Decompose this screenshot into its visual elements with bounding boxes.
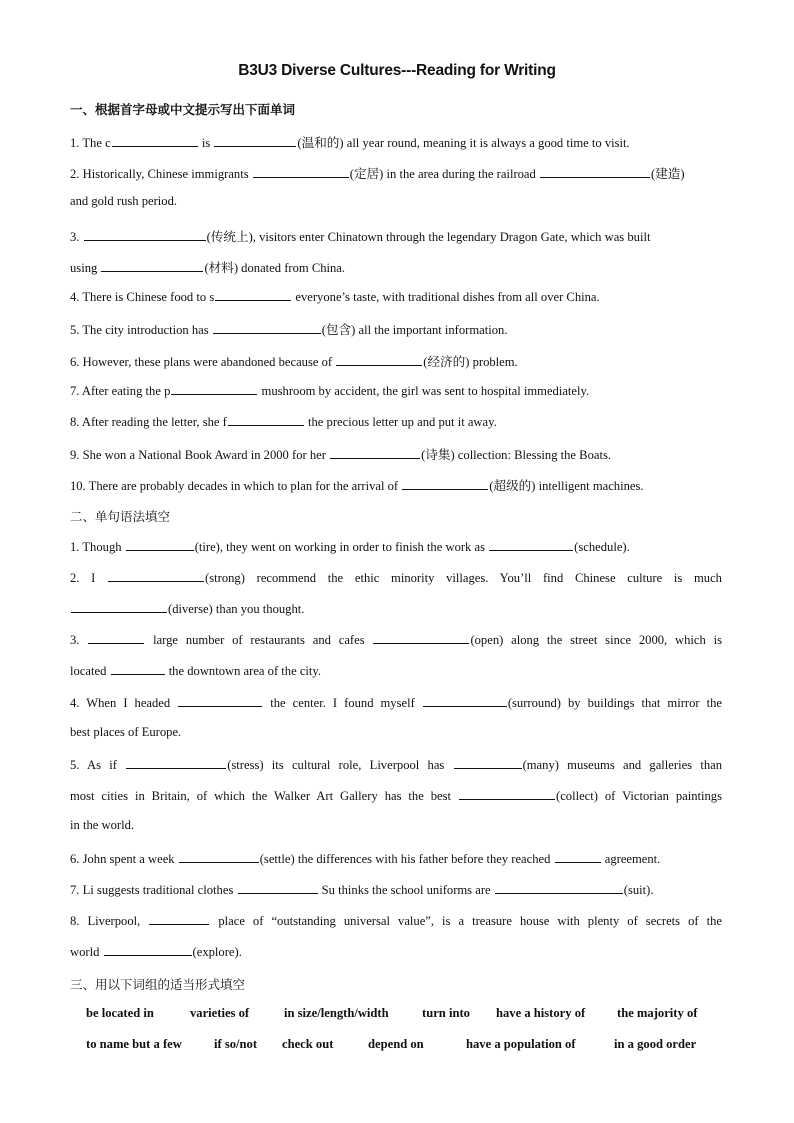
p2-question-5: 5. As if (stress) its cultural role, Liverpool has (many) museums and galleries than <box>70 758 722 772</box>
p2-question-4-cont: best places of Europe. <box>70 725 182 739</box>
answer-blank[interactable] <box>423 694 507 707</box>
p1-question-2-cont: and gold rush period. <box>70 194 178 208</box>
answer-blank[interactable] <box>402 477 488 490</box>
answer-blank[interactable] <box>495 881 623 894</box>
answer-blank[interactable] <box>88 631 144 644</box>
p2-question-8-cont: world (explore). <box>70 945 242 959</box>
phrase-item: turn into <box>422 1006 470 1020</box>
phrase-item: varieties of <box>190 1006 250 1020</box>
answer-blank[interactable] <box>149 912 209 925</box>
answer-blank[interactable] <box>330 446 420 459</box>
answer-blank[interactable] <box>126 538 194 551</box>
phrase-item: check out <box>282 1037 334 1051</box>
answer-blank[interactable] <box>459 787 555 800</box>
p1-question-3: 3. (传统上), visitors enter Chinatown through the legendary Dragon Gate, which was built <box>70 230 651 244</box>
p1-question-10: 10. There are probably decades in which to plan for the arrival of (超级的) intelligent machines. <box>70 479 644 493</box>
phrase-item: depend on <box>368 1037 424 1051</box>
answer-blank[interactable] <box>179 850 259 863</box>
answer-blank[interactable] <box>238 881 318 894</box>
phrase-item: in a good order <box>614 1037 697 1051</box>
answer-blank[interactable] <box>71 600 167 613</box>
p2-question-5-cont2: in the world. <box>70 818 135 832</box>
p2-question-8: 8. Liverpool, place of “outstanding universal value”, is a treasure house with plenty of secrets of the <box>70 914 722 928</box>
answer-blank[interactable] <box>454 756 522 769</box>
p2-question-6: 6. John spent a week (settle) the differences with his father before they reached agreement. <box>70 852 661 866</box>
p1-question-5: 5. The city introduction has (包含) all the important information. <box>70 323 508 337</box>
p2-question-2-cont: (diverse) than you thought. <box>70 600 722 617</box>
answer-blank[interactable] <box>555 850 601 863</box>
answer-blank[interactable] <box>253 165 349 178</box>
p2-question-3-cont: located the downtown area of the city. <box>70 664 322 678</box>
phrase-item: to name but a few <box>86 1037 182 1051</box>
page-title: B3U3 Diverse Cultures---Reading for Writing <box>238 62 556 79</box>
answer-blank[interactable] <box>215 288 291 301</box>
answer-blank[interactable] <box>104 943 192 956</box>
answer-blank[interactable] <box>540 165 650 178</box>
p2-question-3: 3. large number of restaurants and cafes (open) along the street since 2000, which is <box>70 633 722 647</box>
p1-question-6: 6. However, these plans were abandoned because of (经济的) problem. <box>70 355 518 369</box>
answer-blank[interactable] <box>228 413 304 426</box>
section-heading-3: 三、用以下词组的适当形式填空 <box>70 977 246 992</box>
p1-question-8: 8. After reading the letter, she f the precious letter up and put it away. <box>70 415 497 429</box>
p2-question-1: 1. Though (tire), they went on working in order to finish the work as (schedule). <box>70 540 630 554</box>
answer-blank[interactable] <box>101 259 203 272</box>
phrase-item: have a history of <box>496 1006 586 1020</box>
p1-question-2: 2. Historically, Chinese immigrants (定居) in the area during the railroad (建造) <box>70 167 685 181</box>
section-heading-1: 一、根据首字母或中文提示写出下面单词 <box>70 102 296 117</box>
answer-blank[interactable] <box>126 756 226 769</box>
p2-question-2: 2. I (strong) recommend the ethic minority villages. You’ll find Chinese culture is much <box>70 571 722 585</box>
p2-question-7: 7. Li suggests traditional clothes Su thinks the school uniforms are (suit). <box>70 883 654 897</box>
answer-blank[interactable] <box>84 228 206 241</box>
phrase-item: in size/length/width <box>284 1006 389 1020</box>
p1-question-7: 7. After eating the p mushroom by accident, the girl was sent to hospital immediately. <box>70 384 590 398</box>
p1-question-3-cont: using (材料) donated from China. <box>70 261 346 275</box>
p2-question-5-cont: most cities in Britain, of which the Walker Art Gallery has the best (collect) of Victorian paintings <box>70 789 723 803</box>
answer-blank[interactable] <box>373 631 469 644</box>
p1-question-4: 4. There is Chinese food to s everyone’s taste, with traditional dishes from all over China. <box>70 290 600 304</box>
phrase-item: have a population of <box>466 1037 576 1051</box>
p2-question-4: 4. When I headed the center. I found myself (surround) by buildings that mirror the <box>70 696 723 710</box>
section-heading-2: 二、单句语法填空 <box>70 509 171 524</box>
answer-blank[interactable] <box>213 321 321 334</box>
answer-blank[interactable] <box>489 538 573 551</box>
phrase-item: if so/not <box>214 1037 258 1051</box>
answer-blank[interactable] <box>171 382 257 395</box>
answer-blank[interactable] <box>111 662 165 675</box>
answer-blank[interactable] <box>178 694 262 707</box>
answer-blank[interactable] <box>112 134 198 147</box>
answer-blank[interactable] <box>336 353 422 366</box>
answer-blank[interactable] <box>108 569 204 582</box>
phrase-item: be located in <box>86 1006 154 1020</box>
p1-question-1: 1. The c is (温和的) all year round, meaning it is always a good time to visit. <box>70 136 630 150</box>
phrase-item: the majority of <box>617 1006 698 1020</box>
answer-blank[interactable] <box>214 134 296 147</box>
p1-question-9: 9. She won a National Book Award in 2000 for her (诗集) collection: Blessing the Boats. <box>70 448 612 462</box>
